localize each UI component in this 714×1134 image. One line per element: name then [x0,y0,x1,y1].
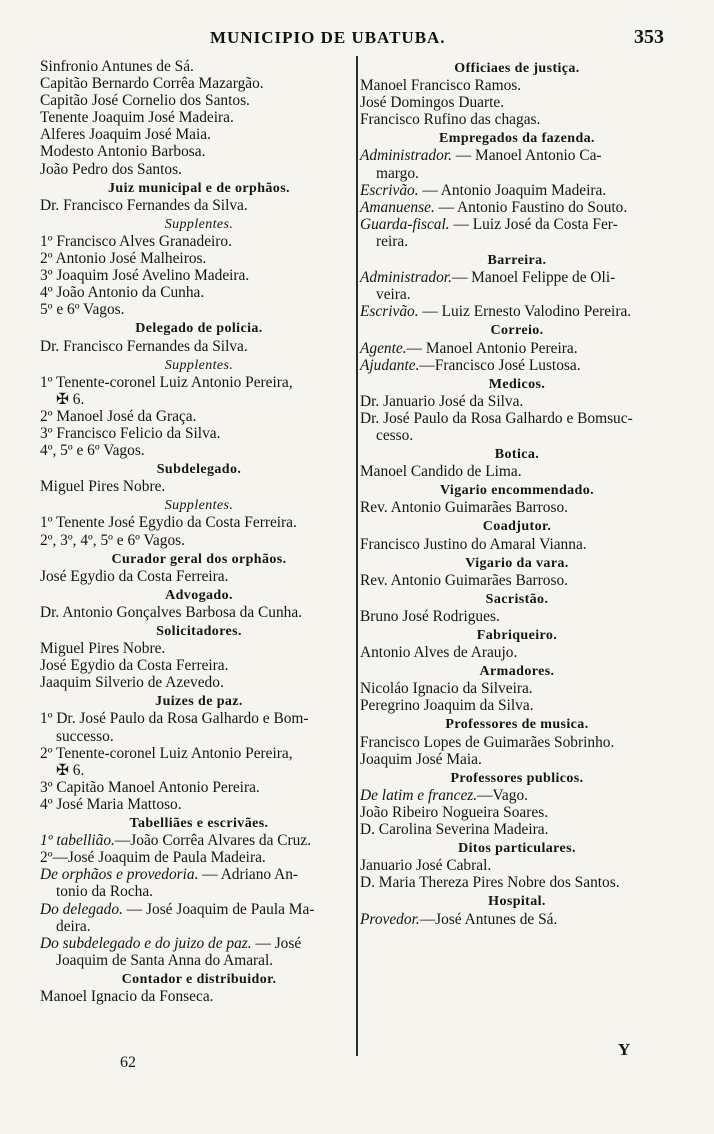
list-item-continuation: cesso. [376,426,414,444]
section-heading-curador: Curador geral dos orphãos. [111,551,287,567]
list-item: 1º Dr. José Paulo da Rosa Galhardo e Bom- [40,710,309,728]
running-title: MUNICIPIO DE UBATUBA. [210,28,446,47]
list-item: Sinfronio Antunes de Sá. [40,58,194,75]
page-number: 353 [634,26,664,48]
left-column [40,58,358,1005]
list-item: Capitão Bernardo Corrêa Mazargão. [40,75,264,93]
list-item: 4º, 5º e 6º Vagos. [40,442,145,460]
role-holder: — Manoel Antonio Ca- [451,147,602,165]
list-item [360,182,674,199]
role-label: De orphãos e provedoria. [40,866,199,884]
list-item: 3º Joaquim José Avelino Madeira. [40,267,250,285]
list-item: Dr. Francisco Fernandes da Silva. [40,196,248,214]
section-heading-coadjutor: Coadjutor. [482,519,552,535]
section-heading-delegado: Delegado de policia. [135,321,263,337]
list-item: Manoel Ignacio da Fonseca. [40,987,214,1005]
section-heading-officiaes: Officiaes de justiça. [454,61,580,76]
list-item: 3º Capitão Manoel Antonio Pereira. [40,778,260,796]
list-item: Miguel Pires Nobre. [40,478,166,496]
list-item: Nicoláo Ignacio da Silveira. [360,680,533,698]
section-heading-subdelegado: Subdelegado. [156,462,242,478]
list-item: D. Maria Thereza Pires Nobre dos Santos. [360,874,620,892]
role-holder: — José Joaquim de Paula Ma- [122,900,315,918]
role-label: Administrador. [360,147,452,165]
section-heading-botica: Botica. [494,447,540,463]
role-label: Do delegado. [40,900,123,918]
role-label: Administrador. [360,269,452,287]
role-holder: — José [251,934,302,952]
section-heading-contador: Contador e distribuidor. [121,971,277,987]
list-item: Dr. Francisco Fernandes da Silva. [40,337,248,355]
list-item: Francisco Rufino das chagas. [360,111,541,129]
list-item [360,787,674,804]
list-item-continuation: Joaquim de Santa Anna do Amaral. [56,951,274,969]
section-heading-fabriqueiro: Fabriqueiro. [476,628,558,643]
list-item [360,147,674,164]
role-holder: — Antonio Joaquim Madeira. [418,181,607,199]
list-item: 1º Tenente-coronel Luiz Antonio Pereira, [40,373,293,391]
list-item-continuation: reira. [376,232,409,250]
list-item: José Domingos Duarte. [360,94,505,112]
section-heading-particulares: Ditos particulares. [458,841,576,857]
list-item [360,303,674,320]
list-item: Peregrino Joaquim da Silva. [360,697,534,715]
section-heading-fazenda: Empregados da fazenda. [439,131,595,147]
section-heading-solicitadores: Solicitadores. [156,624,242,639]
role-holder: —José Antunes de Sá. [419,910,558,928]
role-holder: — Adriano An- [198,866,299,884]
list-item: Antonio Alves de Araujo. [360,644,518,662]
section-heading-publicos: Professores publicos. [450,770,584,786]
role-holder: — Manoel Felippe de Oli- [451,269,616,287]
role-holder: —Vago. [477,786,528,804]
list-item-continuation: successo. [56,727,114,745]
list-item-continuation: ✠ 6. [56,761,85,779]
role-label: Escrivão. [360,303,419,321]
list-item-continuation: tonio da Rocha. [56,883,154,901]
list-item: 1º Francisco Alves Granadeiro. [40,232,232,250]
list-item-continuation: veira. [376,286,411,304]
list-item: Alferes Joaquim José Maia. [40,126,211,144]
list-item: 4º José Maria Mattoso. [40,795,182,813]
list-item-continuation: ✠ 6. [56,390,85,408]
list-item [360,199,674,216]
list-item [40,832,358,849]
list-item: Rev. Antonio Guimarães Barroso. [360,571,569,589]
list-item: 4º João Antonio da Cunha. [40,284,205,302]
role-label: Escrivão. [360,181,419,199]
list-item [40,935,358,952]
section-heading-advogado: Advogado. [165,587,233,603]
list-item: Joaquim José Maia. [360,750,482,768]
role-label: Provedor. [360,910,420,928]
section-heading-tabelliaes: Tabelliães e escrivães. [129,816,269,832]
list-item [360,911,674,928]
list-item: 5º e 6º Vagos. [40,301,125,319]
list-item: Manoel Candido de Lima. [360,463,522,481]
folio-number: 62 [120,1054,136,1071]
role-label: Guarda-fiscal. [360,215,450,233]
list-item: José Egydio da Costa Ferreira. [40,567,229,585]
list-item [40,901,358,918]
list-item: 2º, 3º, 4º, 5º e 6º Vagos. [40,531,185,549]
signature-mark: Y [618,1040,631,1059]
list-item: Francisco Justino do Amaral Vianna. [360,535,587,553]
section-heading-correio: Correio. [490,323,544,339]
list-item: Bruno José Rodrigues. [360,607,500,625]
role-label: Amanuense. [360,198,435,216]
list-item: Tenente Joaquim José Madeira. [40,109,234,127]
list-item: Capitão José Cornelio dos Santos. [40,92,250,110]
role-label: Agente. [360,339,407,357]
list-item: 2º Tenente-coronel Luiz Antonio Pereira, [40,744,293,762]
role-holder: —Francisco José Lustosa. [419,356,581,374]
list-item: Dr. José Paulo da Rosa Galhardo e Bomsuc- [360,409,633,427]
role-holder: —João Corrêa Alvares da Cruz. [114,832,312,850]
section-heading-sacristao: Sacristão. [485,591,549,607]
list-item [40,866,358,883]
list-item: 2º Manoel José da Graça. [40,407,197,425]
list-item: Francisco Lopes de Guimarães Sobrinho. [360,733,615,751]
list-item [360,340,674,357]
role-holder: — Luiz José da Costa Fer- [449,215,618,233]
section-heading-barreira: Barreira. [487,253,547,269]
list-item [360,357,674,374]
list-item: Manoel Francisco Ramos. [360,77,522,95]
role-label: Ajudante. [360,356,420,374]
role-label: Do subdelegado e do juizo de paz. [40,934,252,952]
list-item-continuation: deira. [56,917,91,935]
list-item-continuation: margo. [376,164,419,182]
section-heading-juiz: Juiz municipal e de orphãos. [108,180,290,196]
section-heading-vigario-vara: Vigario da vara. [465,555,569,571]
list-item: Januario José Cabral. [360,857,492,875]
list-item: Dr. Antonio Gonçalves Barbosa da Cunha. [40,603,303,621]
list-item: Dr. Januario José da Silva. [360,392,524,410]
list-item: D. Carolina Severina Madeira. [360,821,549,839]
list-item: João Ribeiro Nogueira Soares. [360,803,549,821]
section-heading-medicos: Medicos. [488,376,546,392]
list-item [360,216,674,233]
subheading-supplentes: Supplentes. [164,216,234,232]
list-item: Jaaquim Silverio de Azevedo. [40,674,224,692]
list-item: João Pedro dos Santos. [40,160,182,178]
right-column [360,58,674,928]
role-label: 1º tabellião. [40,832,115,850]
section-heading-armadores: Armadores. [479,664,555,680]
list-item: 3º Francisco Felicio da Silva. [40,424,221,442]
section-heading-musica: Professores de musica. [445,717,589,733]
page-header [0,26,714,52]
list-item: Rev. Antonio Guimarães Barroso. [360,499,569,517]
list-item: 2º Antonio José Malheiros. [40,250,207,268]
list-item: 1º Tenente José Egydio da Costa Ferreira. [40,514,297,532]
subheading-supplentes: Supplentes. [164,498,234,514]
section-heading-vigario: Vigario encommendado. [439,483,595,499]
list-item: 2º—José Joaquim de Paula Madeira. [40,849,266,867]
role-holder: — Luiz Ernesto Valodino Pereira. [418,303,632,321]
section-heading-juizes-paz: Juizes de paz. [155,694,243,710]
subheading-supplentes: Supplentes. [164,357,234,373]
list-item: Miguel Pires Nobre. [40,640,166,658]
role-holder: — Manoel Antonio Pereira. [406,339,578,357]
list-item: José Egydio da Costa Ferreira. [40,657,229,675]
role-label: De latim e francez. [360,786,478,804]
role-holder: — Antonio Faustino do Souto. [434,198,628,216]
list-item: Modesto Antonio Barbosa. [40,143,206,161]
section-heading-hospital: Hospital. [488,894,546,910]
list-item [360,269,674,286]
